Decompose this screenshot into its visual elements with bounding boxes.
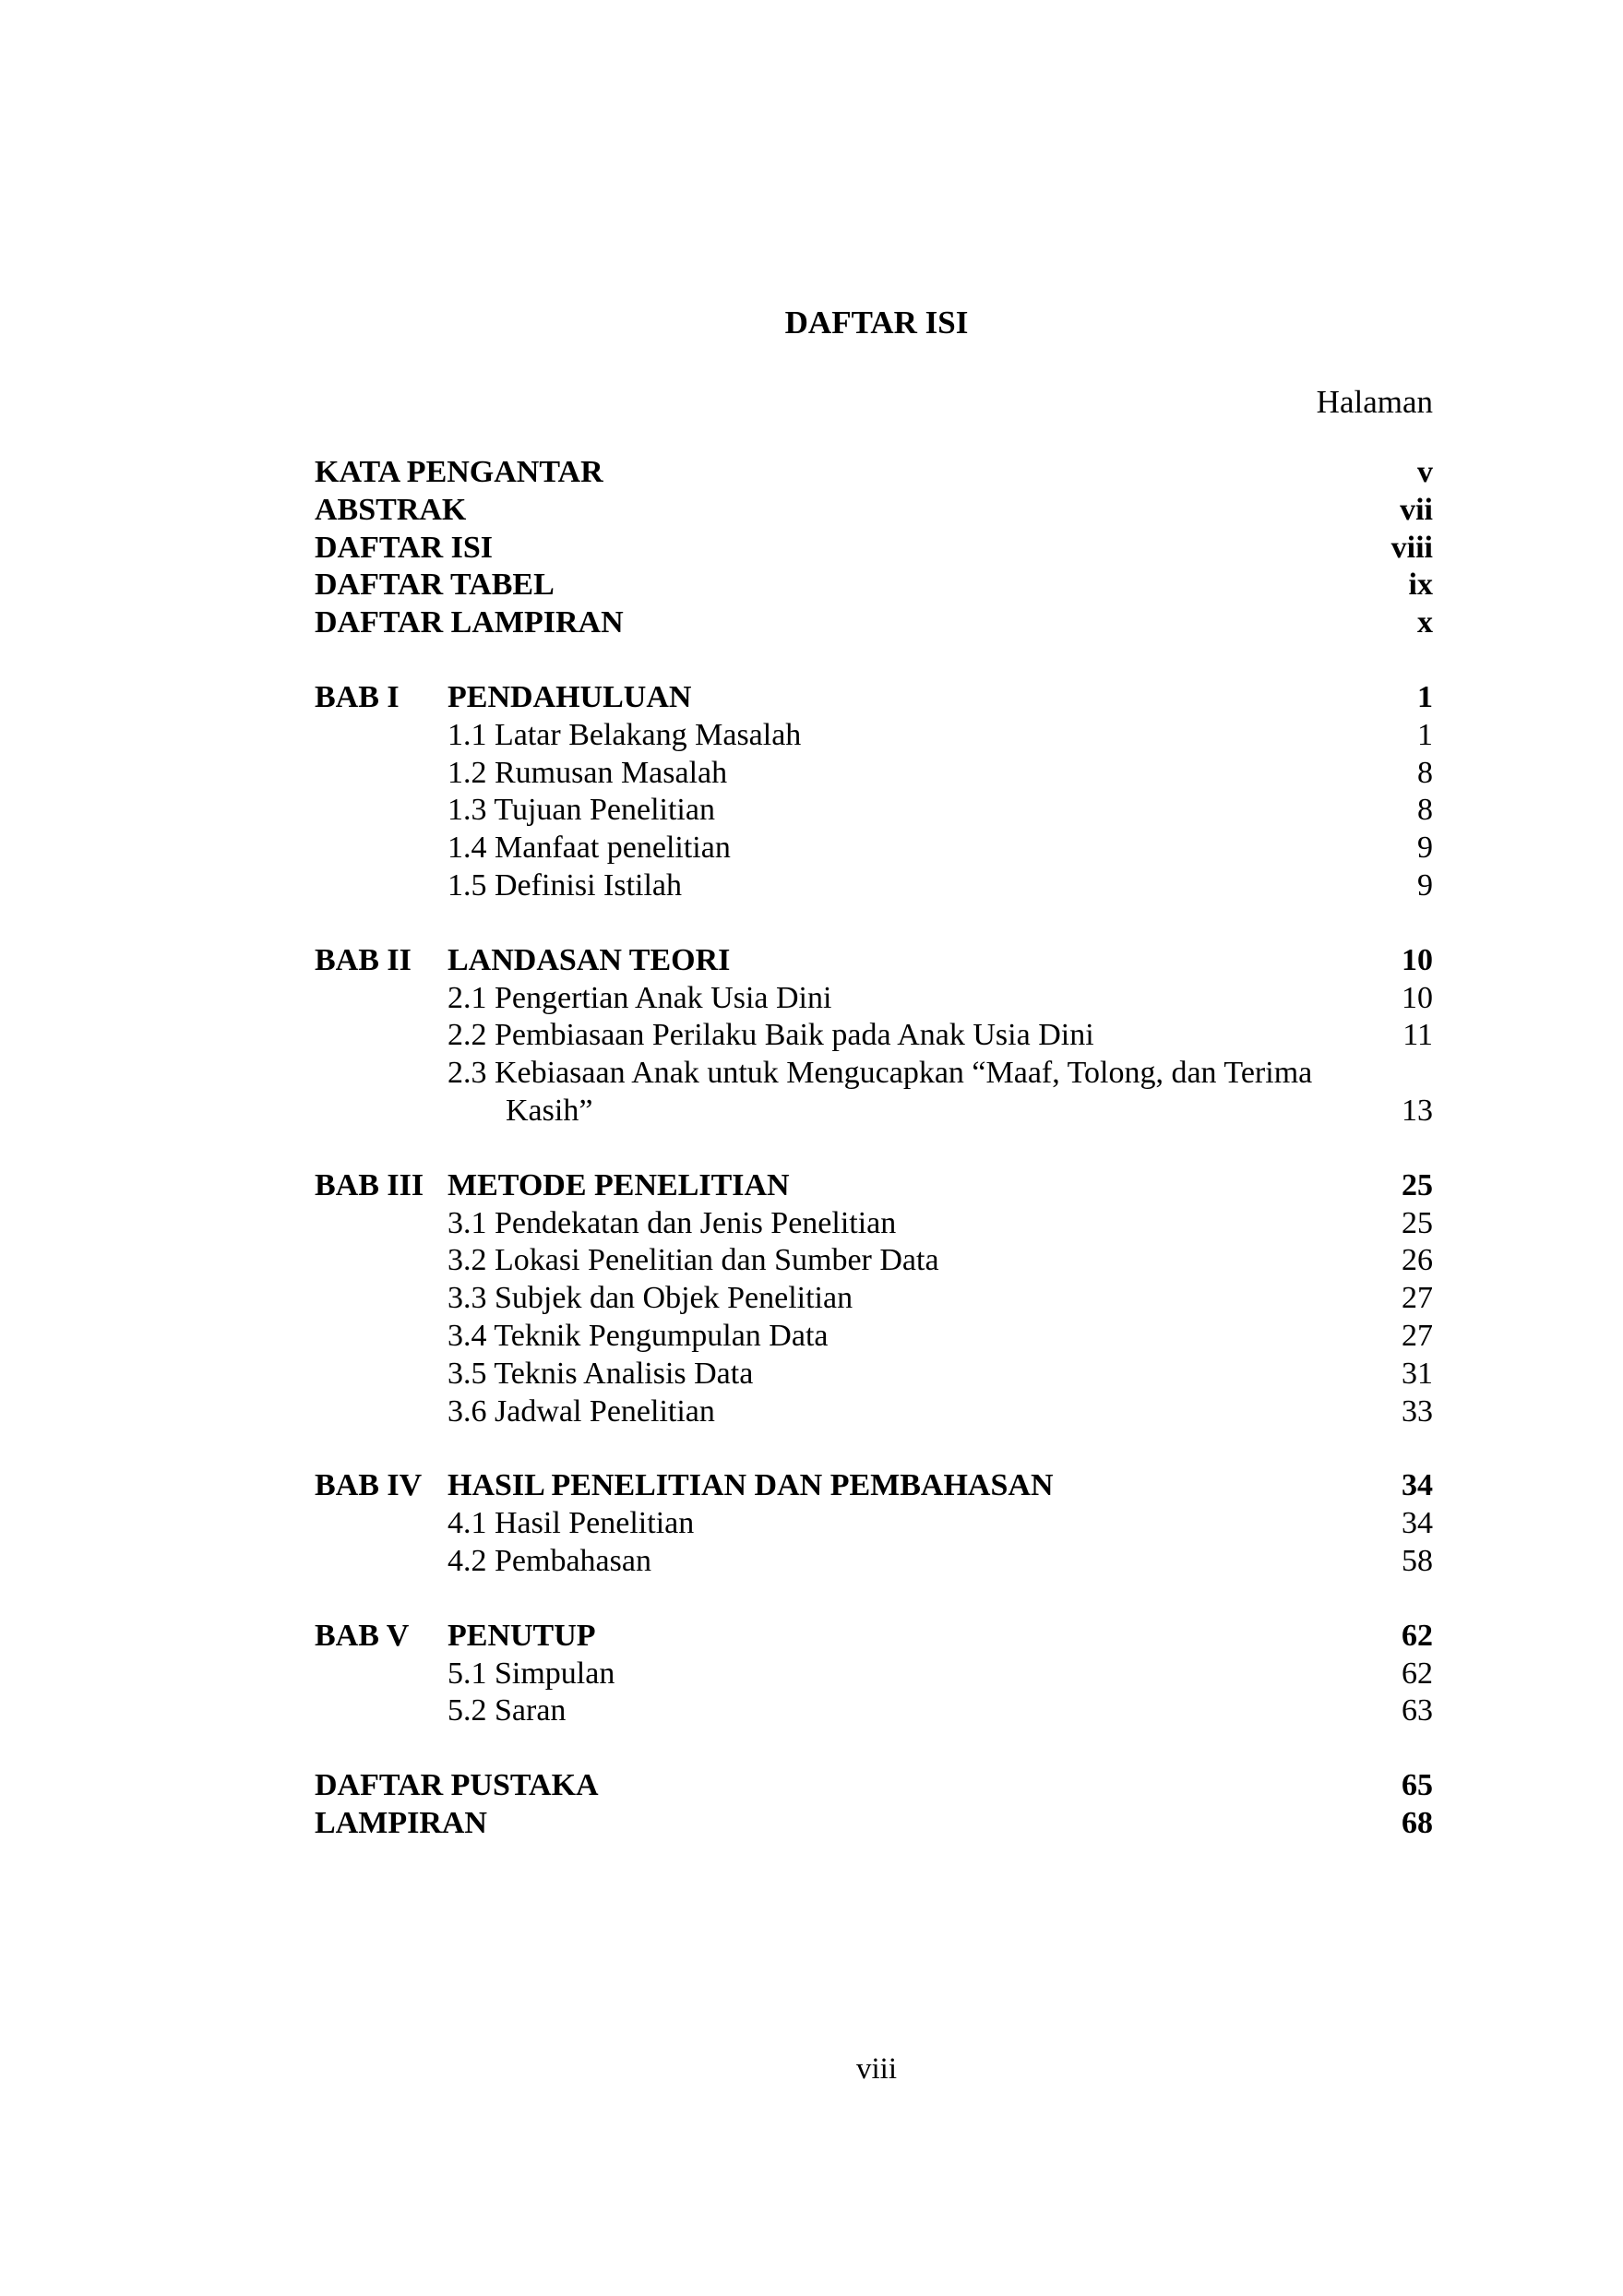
page-title: DAFTAR ISI [784, 305, 969, 341]
section-page: 1 [1417, 717, 1433, 752]
toc-entry-page: vii [1400, 492, 1433, 527]
chapter-bab-3 [315, 1167, 1433, 1431]
section-page: 8 [1417, 755, 1433, 790]
section-page: 63 [1402, 1693, 1433, 1728]
section-page: 10 [1402, 980, 1433, 1015]
chapter-title: LANDASAN TEORI [448, 943, 734, 977]
section-entry[interactable] [315, 1543, 1433, 1581]
chapter-title: PENUTUP [448, 1619, 600, 1653]
toc-entry-abstrak[interactable] [315, 492, 1433, 530]
section-entry[interactable] [315, 1656, 1433, 1693]
section-entry[interactable] [315, 830, 1433, 867]
section-title: 4.1 Hasil Penelitian [448, 1506, 698, 1540]
back-matter [315, 1767, 1433, 1843]
toc-entry-daftar-tabel[interactable] [315, 567, 1433, 604]
section-entry[interactable] [315, 1280, 1433, 1318]
section-title-continued: Kasih” [506, 1094, 596, 1128]
section-title: 2.3 Kebiasaan Anak untuk Mengucapkan “Maaf, Tolong, dan Terima [448, 1056, 1313, 1091]
toc-entry-title: DAFTAR ISI [315, 531, 496, 565]
section-title: 3.2 Lokasi Penelitian dan Sumber Data [448, 1243, 943, 1277]
section-title: 1.5 Definisi Istilah [448, 868, 686, 903]
section-title: 3.6 Jadwal Penelitian [448, 1394, 719, 1429]
section-entry[interactable] [315, 980, 1433, 1018]
toc-entry-title: LAMPIRAN [315, 1806, 491, 1840]
section-title: 3.1 Pendekatan dan Jenis Penelitian [448, 1206, 900, 1240]
section-title: 1.2 Rumusan Masalah [448, 756, 731, 790]
section-page: 8 [1417, 793, 1433, 828]
toc-entry-page: viii [1390, 530, 1433, 565]
chapter-page: 34 [1402, 1468, 1433, 1503]
section-page: 11 [1402, 1018, 1433, 1053]
section-page: 27 [1402, 1318, 1433, 1353]
section-page: 25 [1402, 1205, 1433, 1240]
section-entry[interactable] [315, 755, 1433, 793]
section-page: 26 [1402, 1243, 1433, 1278]
section-page: 58 [1402, 1543, 1433, 1578]
section-title: 1.1 Latar Belakang Masalah [448, 718, 805, 752]
toc-entry-page: x [1417, 605, 1433, 640]
front-matter [315, 454, 1433, 642]
toc-entry-daftar-lampiran[interactable] [315, 604, 1433, 642]
chapter-label: BAB IV [315, 1468, 423, 1503]
chapter-heading[interactable] [315, 942, 1433, 980]
chapter-bab-5 [315, 1618, 1433, 1730]
section-page: 13 [1402, 1093, 1433, 1128]
toc-entry-title: DAFTAR TABEL [315, 568, 558, 602]
toc-entry-page: 65 [1402, 1768, 1433, 1803]
toc-entry-title: DAFTAR LAMPIRAN [315, 605, 627, 640]
chapter-heading[interactable] [315, 1167, 1433, 1205]
section-entry[interactable] [315, 1242, 1433, 1280]
footer-page-number: viii [855, 2052, 897, 2086]
section-title: 5.1 Simpulan [448, 1656, 618, 1691]
toc-entry-daftar-isi[interactable] [315, 530, 1433, 568]
section-title: 3.4 Teknik Pengumpulan Data [448, 1319, 831, 1353]
chapter-label: BAB II [315, 942, 412, 977]
chapter-page: 1 [1417, 679, 1433, 714]
toc-entry-page: v [1417, 455, 1433, 489]
section-page: 9 [1417, 867, 1433, 903]
chapter-title: PENDAHULUAN [448, 680, 695, 714]
section-entry[interactable] [315, 1205, 1433, 1243]
section-entry-wrapped-line-1[interactable] [315, 1055, 1433, 1093]
toc-entry-lampiran[interactable] [315, 1805, 1433, 1843]
section-entry[interactable] [315, 867, 1433, 905]
page-column-label: Halaman [1316, 384, 1433, 420]
chapter-title: HASIL PENELITIAN DAN PEMBAHASAN [448, 1468, 1057, 1502]
chapter-heading[interactable] [315, 1467, 1433, 1505]
section-title: 5.2 Saran [448, 1693, 569, 1728]
toc-entry-page: ix [1408, 568, 1433, 603]
chapter-label: BAB I [315, 679, 400, 714]
section-entry[interactable] [315, 792, 1433, 830]
section-page: 62 [1402, 1656, 1433, 1691]
chapter-page: 10 [1402, 942, 1433, 977]
chapter-bab-2 [315, 942, 1433, 1130]
section-title: 1.4 Manfaat penelitian [448, 831, 734, 865]
section-page: 33 [1402, 1393, 1433, 1429]
section-page: 9 [1417, 831, 1433, 866]
section-entry[interactable] [315, 1318, 1433, 1356]
toc-entry-title: ABSTRAK [315, 493, 470, 527]
section-title: 1.3 Tujuan Penelitian [448, 793, 719, 827]
section-entry[interactable] [315, 1017, 1433, 1055]
section-title: 3.3 Subjek dan Objek Penelitian [448, 1281, 856, 1315]
section-title: 2.2 Pembiasaan Perilaku Baik pada Anak Usia Dini [448, 1018, 1098, 1052]
chapter-bab-4 [315, 1467, 1433, 1580]
toc-entry-page: 68 [1402, 1805, 1433, 1840]
section-page: 27 [1402, 1281, 1433, 1316]
section-entry[interactable] [315, 1692, 1433, 1730]
section-title: 4.2 Pembahasan [448, 1544, 655, 1578]
section-page: 34 [1402, 1506, 1433, 1541]
section-entry[interactable] [315, 717, 1433, 755]
chapter-bab-1 [315, 679, 1433, 905]
chapter-heading[interactable] [315, 679, 1433, 717]
chapter-title: METODE PENELITIAN [448, 1168, 794, 1202]
section-entry[interactable] [315, 1505, 1433, 1543]
chapter-label: BAB III [315, 1167, 424, 1202]
section-page: 31 [1402, 1356, 1433, 1391]
chapter-page: 25 [1402, 1167, 1433, 1202]
section-entry-wrapped-line-2[interactable] [315, 1093, 1433, 1130]
toc-entry-daftar-pustaka[interactable] [315, 1767, 1433, 1805]
toc-entry-title: KATA PENGANTAR [315, 455, 607, 489]
section-entry[interactable] [315, 1393, 1433, 1431]
section-title: 3.5 Teknis Analisis Data [448, 1357, 757, 1391]
chapter-label: BAB V [315, 1618, 410, 1653]
chapter-heading[interactable] [315, 1618, 1433, 1656]
chapter-page: 62 [1402, 1618, 1433, 1653]
table-of-contents [315, 454, 1433, 1843]
toc-entry-title: DAFTAR PUSTAKA [315, 1768, 603, 1802]
toc-entry-kata-pengantar[interactable] [315, 454, 1433, 492]
section-title: 2.1 Pengertian Anak Usia Dini [448, 981, 835, 1015]
section-entry[interactable] [315, 1356, 1433, 1393]
